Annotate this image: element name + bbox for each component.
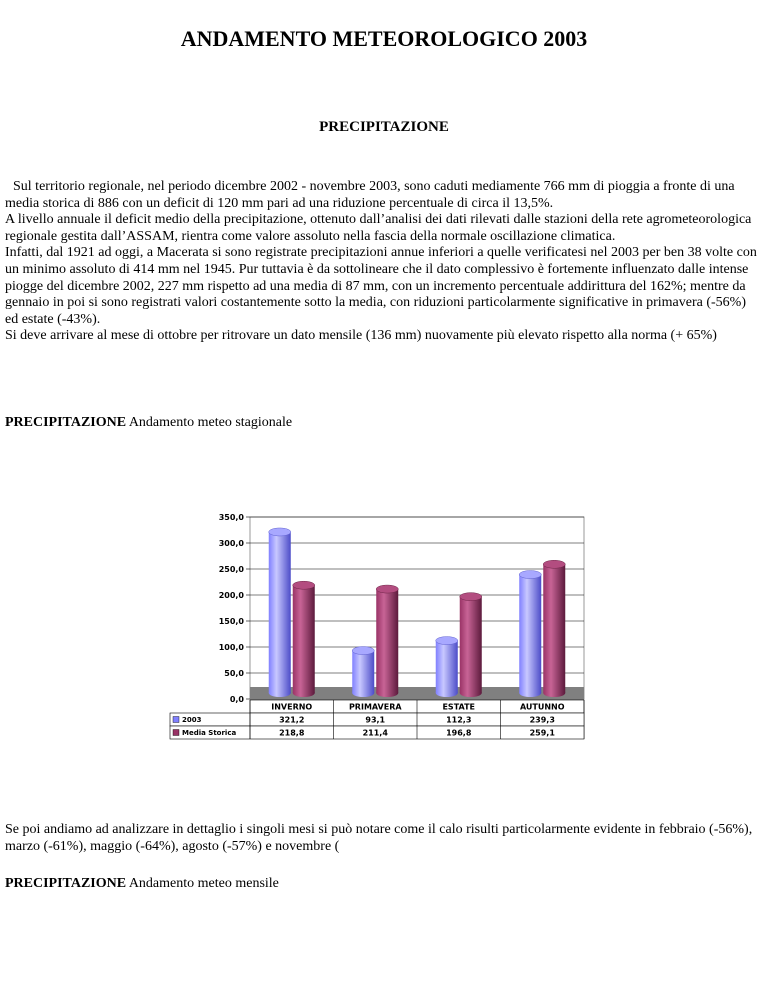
- chart-caption: [5, 876, 279, 892]
- bar-top: [436, 637, 458, 645]
- bar-estate-2003: [436, 637, 458, 697]
- x-category-label: INVERNO: [271, 702, 313, 712]
- bar-base: [436, 689, 458, 697]
- legend-label: 2003: [182, 716, 202, 724]
- bar-body: [519, 575, 541, 693]
- caption-bold: PRECIPITAZIONE: [5, 876, 127, 891]
- chart-caption: [5, 415, 292, 431]
- y-tick-label: 300,0: [218, 539, 244, 548]
- caption-text: Andamento meteo stagionale: [126, 415, 293, 430]
- bar-base: [543, 689, 565, 697]
- bar-base: [293, 689, 315, 697]
- table-cell-value: 211,4: [362, 728, 388, 738]
- y-tick-label: 50,0: [224, 669, 244, 678]
- bar-body: [376, 589, 398, 693]
- seasonal-precipitation-chart: [168, 505, 588, 745]
- bar-inverno-2003: [269, 528, 291, 697]
- paragraph: Si deve arrivare al mese di ottobre per ritrovare un dato mensile (136 mm) nuovamente più elevato rispetto alla norma (+ 65%): [5, 328, 717, 344]
- legend-label: Media Storica: [182, 729, 237, 737]
- bar-estate-media-storica: [460, 593, 482, 697]
- body-text: [5, 179, 757, 345]
- x-category-label: ESTATE: [442, 702, 476, 712]
- page-title: ANDAMENTO METEOROLOGICO 2003: [180, 26, 588, 51]
- x-category-label: PRIMAVERA: [348, 702, 402, 712]
- bar-top: [376, 585, 398, 593]
- table-cell-value: 259,1: [529, 728, 555, 738]
- table-cell-value: 218,8: [279, 728, 305, 738]
- bar-primavera-media-storica: [376, 585, 398, 697]
- bar-primavera-2003: [352, 647, 374, 697]
- section-title: PRECIPITAZIONE: [319, 119, 449, 135]
- y-tick-label: 250,0: [218, 565, 244, 574]
- bar-body: [352, 651, 374, 693]
- x-category-label: AUTUNNO: [519, 702, 565, 712]
- paragraph: Sul territorio regionale, nel periodo dicembre 2002 - novembre 2003, sono caduti mediamente 766 mm di pioggia a fronte di una media storica di 886 con un deficit di 120 mm pari ad una riduzione percentuale di circa il 13,5%.: [5, 179, 735, 211]
- table-cell-value: 196,8: [446, 728, 472, 738]
- bar-base: [519, 689, 541, 697]
- bar-body: [460, 597, 482, 693]
- bar-body: [269, 532, 291, 693]
- bar-top: [543, 560, 565, 568]
- bar-autunno-2003: [519, 571, 541, 697]
- paragraph: Se poi andiamo ad analizzare in dettaglio i singoli mesi si può notare come il calo risulti particolarmente evidente in febbraio (-56%), marzo (-61%), maggio (-64%), agosto (-57%) e novembre (: [5, 822, 753, 854]
- bar-base: [269, 689, 291, 697]
- y-tick-label: 200,0: [218, 591, 244, 600]
- bar-base: [376, 689, 398, 697]
- legend-swatch: [173, 717, 179, 723]
- y-tick-label: 350,0: [218, 513, 244, 522]
- table-cell-value: 239,3: [529, 715, 555, 725]
- legend-swatch: [173, 730, 179, 736]
- chart-svg: [168, 505, 588, 745]
- y-tick-label: 100,0: [218, 643, 244, 652]
- bar-top: [269, 528, 291, 536]
- bar-body: [543, 564, 565, 693]
- bar-inverno-media-storica: [293, 581, 315, 697]
- bar-top: [519, 571, 541, 579]
- table-cell-value: 112,3: [446, 715, 472, 725]
- bar-body: [293, 585, 315, 693]
- table-cell-value: 321,2: [279, 715, 305, 725]
- caption-text: Andamento meteo mensile: [126, 876, 279, 891]
- bar-top: [352, 647, 374, 655]
- table-cell-value: 93,1: [365, 715, 386, 725]
- y-tick-label: 0,0: [229, 695, 244, 704]
- bar-top: [460, 593, 482, 601]
- paragraph: Infatti, dal 1921 ad oggi, a Macerata si sono registrate precipitazioni annue inferiori a quelle verificatesi nel 2003 per ben 38 volte con un minimo assoluto di 414 mm nel 1945. Pur tuttavia è da sottolineare che il dato complessivo è fortemente influenzato dalle intense piogge del dicembre 2002, 227 mm rispetto ad una media di 87 mm, con un incremento percentuale addirittura del 162%; mentre da gennaio in poi si sono registrati valori costantemente sotto la media, con riduzioni particolarmente significative in primavera (-56%) ed estate (-43%).: [5, 245, 757, 327]
- bar-base: [352, 689, 374, 697]
- bar-base: [460, 689, 482, 697]
- bar-body: [436, 641, 458, 693]
- paragraph: A livello annuale il deficit medio della precipitazione, ottenuto dall’analisi dei dati rilevati dalle stazioni della rete agrometeorologica regionale gestita dall’ASSAM, rientra come valore assoluto nella fascia della normale oscillazione climatica.: [5, 212, 752, 244]
- bar-autunno-media-storica: [543, 560, 565, 697]
- caption-bold: PRECIPITAZIONE: [5, 415, 127, 430]
- y-tick-label: 150,0: [218, 617, 244, 626]
- bar-top: [293, 581, 315, 589]
